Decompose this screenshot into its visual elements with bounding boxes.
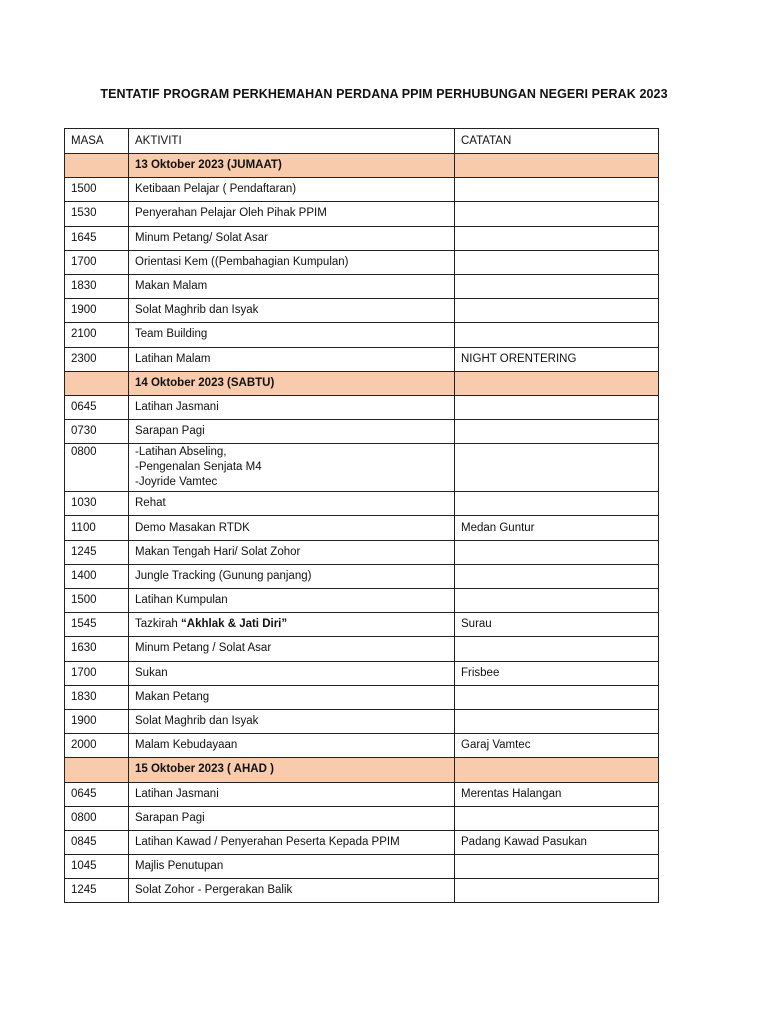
table-row bbox=[65, 347, 659, 371]
masa-cell: 1700 bbox=[65, 661, 129, 685]
masa-cell: 2000 bbox=[65, 734, 129, 758]
aktiviti-cell: Latihan Malam bbox=[129, 347, 455, 371]
aktiviti-cell: Minum Petang / Solat Asar bbox=[129, 637, 455, 661]
table-row bbox=[65, 178, 659, 202]
masa-cell: 1500 bbox=[65, 589, 129, 613]
catatan-cell bbox=[455, 637, 659, 661]
day-row bbox=[65, 154, 659, 178]
masa-cell: 1045 bbox=[65, 855, 129, 879]
catatan-cell bbox=[455, 540, 659, 564]
day-row bbox=[65, 371, 659, 395]
masa-cell: 1500 bbox=[65, 178, 129, 202]
table-row bbox=[65, 516, 659, 540]
day-row-catatan-cell bbox=[455, 371, 659, 395]
table-header-row bbox=[65, 129, 659, 154]
table-row bbox=[65, 540, 659, 564]
table-row bbox=[65, 226, 659, 250]
aktiviti-cell: Sarapan Pagi bbox=[129, 806, 455, 830]
aktiviti-cell: Makan Malam bbox=[129, 274, 455, 298]
table-row bbox=[65, 564, 659, 588]
catatan-cell: Surau bbox=[455, 613, 659, 637]
aktiviti-line: -Latihan Abseling, bbox=[135, 446, 227, 459]
header-masa: MASA bbox=[65, 129, 129, 154]
catatan-cell: Padang Kawad Pasukan bbox=[455, 830, 659, 854]
schedule-table bbox=[64, 128, 659, 903]
table-row bbox=[65, 782, 659, 806]
masa-cell: 1030 bbox=[65, 492, 129, 516]
table-row bbox=[65, 855, 659, 879]
aktiviti-cell: Latihan Jasmani bbox=[129, 395, 455, 419]
masa-cell: 0645 bbox=[65, 782, 129, 806]
aktiviti-cell: Latihan Jasmani bbox=[129, 782, 455, 806]
table-row bbox=[65, 661, 659, 685]
aktiviti-cell: Penyerahan Pelajar Oleh Pihak PPIM bbox=[129, 202, 455, 226]
day-row-catatan-cell bbox=[455, 758, 659, 782]
header-catatan: CATATAN bbox=[455, 129, 659, 154]
catatan-cell bbox=[455, 274, 659, 298]
document-title: TENTATIF PROGRAM PERKHEMAHAN PERDANA PPIM PERHUBUNGAN NEGERI PERAK 2023 bbox=[100, 87, 668, 101]
day-row-catatan-cell bbox=[455, 154, 659, 178]
aktiviti-cell: Makan Petang bbox=[129, 685, 455, 709]
catatan-cell bbox=[455, 589, 659, 613]
catatan-cell bbox=[455, 323, 659, 347]
catatan-cell bbox=[455, 299, 659, 323]
aktiviti-cell: Majlis Penutupan bbox=[129, 855, 455, 879]
masa-cell: 1830 bbox=[65, 685, 129, 709]
aktiviti-cell: Ketibaan Pelajar ( Pendaftaran) bbox=[129, 178, 455, 202]
aktiviti-cell: Latihan Kawad / Penyerahan Peserta Kepada PPIM bbox=[129, 830, 455, 854]
catatan-cell bbox=[455, 564, 659, 588]
day-label: 15 Oktober 2023 ( AHAD ) bbox=[129, 758, 455, 782]
aktiviti-cell bbox=[129, 613, 455, 637]
table-row bbox=[65, 830, 659, 854]
table-row bbox=[65, 637, 659, 661]
masa-cell: 1245 bbox=[65, 879, 129, 903]
aktiviti-cell: Solat Maghrib dan Isyak bbox=[129, 299, 455, 323]
catatan-cell bbox=[455, 178, 659, 202]
aktiviti-cell: Malam Kebudayaan bbox=[129, 734, 455, 758]
masa-cell: 2100 bbox=[65, 323, 129, 347]
masa-cell: 0645 bbox=[65, 395, 129, 419]
day-row-masa-cell bbox=[65, 154, 129, 178]
aktiviti-cell: Minum Petang/ Solat Asar bbox=[129, 226, 455, 250]
aktiviti-cell: Solat Maghrib dan Isyak bbox=[129, 709, 455, 733]
masa-cell: 1400 bbox=[65, 564, 129, 588]
table-row bbox=[65, 323, 659, 347]
table-row bbox=[65, 492, 659, 516]
table-row bbox=[65, 274, 659, 298]
aktiviti-cell: Sukan bbox=[129, 661, 455, 685]
catatan-cell: NIGHT ORENTERING bbox=[455, 347, 659, 371]
header-aktiviti: AKTIVITI bbox=[129, 129, 455, 154]
table-row bbox=[65, 395, 659, 419]
masa-cell: 1100 bbox=[65, 516, 129, 540]
aktiviti-cell: Rehat bbox=[129, 492, 455, 516]
catatan-cell bbox=[455, 226, 659, 250]
masa-cell: 1830 bbox=[65, 274, 129, 298]
catatan-cell bbox=[455, 855, 659, 879]
catatan-cell: Medan Guntur bbox=[455, 516, 659, 540]
masa-cell: 1245 bbox=[65, 540, 129, 564]
table-row bbox=[65, 420, 659, 444]
aktiviti-cell: Latihan Kumpulan bbox=[129, 589, 455, 613]
table-row bbox=[65, 250, 659, 274]
catatan-cell bbox=[455, 685, 659, 709]
aktiviti-prefix: Tazkirah bbox=[135, 618, 182, 631]
aktiviti-cell: Solat Zohor - Pergerakan Balik bbox=[129, 879, 455, 903]
masa-cell: 1900 bbox=[65, 709, 129, 733]
table-row bbox=[65, 879, 659, 903]
aktiviti-line: -Joyride Vamtec bbox=[135, 476, 218, 489]
aktiviti-cell: Team Building bbox=[129, 323, 455, 347]
masa-cell: 1530 bbox=[65, 202, 129, 226]
catatan-cell: Garaj Vamtec bbox=[455, 734, 659, 758]
table-row bbox=[65, 202, 659, 226]
masa-cell: 0845 bbox=[65, 830, 129, 854]
table-row bbox=[65, 685, 659, 709]
catatan-cell bbox=[455, 420, 659, 444]
table-row bbox=[65, 589, 659, 613]
catatan-cell bbox=[455, 879, 659, 903]
masa-cell: 1645 bbox=[65, 226, 129, 250]
masa-cell: 0730 bbox=[65, 420, 129, 444]
day-row bbox=[65, 758, 659, 782]
aktiviti-cell: Sarapan Pagi bbox=[129, 420, 455, 444]
catatan-cell bbox=[455, 806, 659, 830]
aktiviti-cell: Orientasi Kem ((Pembahagian Kumpulan) bbox=[129, 250, 455, 274]
masa-cell: 1545 bbox=[65, 613, 129, 637]
masa-cell: 1700 bbox=[65, 250, 129, 274]
aktiviti-cell: Jungle Tracking (Gunung panjang) bbox=[129, 564, 455, 588]
aktiviti-cell: Demo Masakan RTDK bbox=[129, 516, 455, 540]
day-row-masa-cell bbox=[65, 758, 129, 782]
catatan-cell bbox=[455, 202, 659, 226]
catatan-cell bbox=[455, 492, 659, 516]
masa-cell: 1900 bbox=[65, 299, 129, 323]
catatan-cell bbox=[455, 709, 659, 733]
masa-cell: 0800 bbox=[65, 444, 129, 492]
aktiviti-emphasis: “Akhlak & Jati Diri” bbox=[181, 618, 288, 631]
catatan-cell bbox=[455, 444, 659, 492]
table-row bbox=[65, 806, 659, 830]
table-row bbox=[65, 613, 659, 637]
table-row bbox=[65, 299, 659, 323]
masa-cell: 1630 bbox=[65, 637, 129, 661]
day-label: 14 Oktober 2023 (SABTU) bbox=[129, 371, 455, 395]
table-row bbox=[65, 734, 659, 758]
masa-cell: 0800 bbox=[65, 806, 129, 830]
aktiviti-cell bbox=[129, 444, 455, 492]
masa-cell: 2300 bbox=[65, 347, 129, 371]
aktiviti-cell: Makan Tengah Hari/ Solat Zohor bbox=[129, 540, 455, 564]
aktiviti-line: -Pengenalan Senjata M4 bbox=[135, 461, 262, 474]
catatan-cell: Frisbee bbox=[455, 661, 659, 685]
table-row bbox=[65, 709, 659, 733]
day-label: 13 Oktober 2023 (JUMAAT) bbox=[129, 154, 455, 178]
day-row-masa-cell bbox=[65, 371, 129, 395]
catatan-cell bbox=[455, 250, 659, 274]
table-row bbox=[65, 444, 659, 492]
catatan-cell: Merentas Halangan bbox=[455, 782, 659, 806]
schedule-body bbox=[65, 154, 659, 903]
catatan-cell bbox=[455, 395, 659, 419]
